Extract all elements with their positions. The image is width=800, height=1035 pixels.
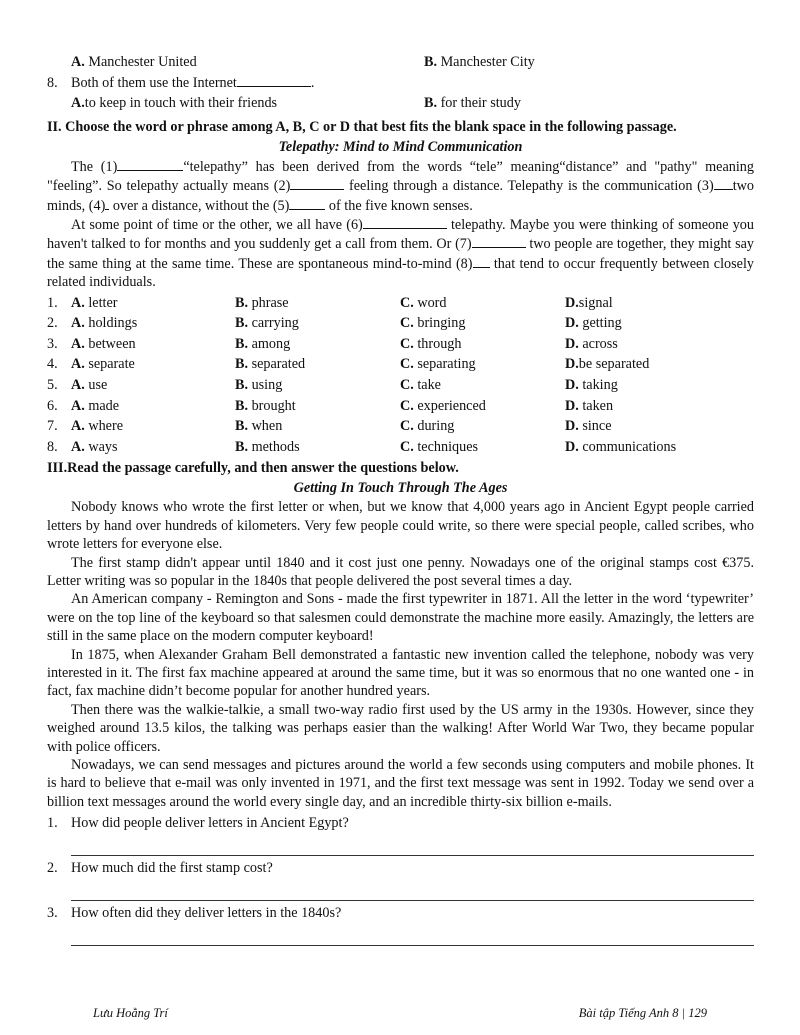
question: 2. How much did the first stamp cost? — [47, 860, 273, 877]
option-b: B. Manchester City — [424, 54, 535, 70]
option-c: C. bringing — [400, 315, 466, 332]
option-number: 7. — [47, 418, 58, 435]
author: Lưu Hoằng Trí — [93, 1006, 168, 1020]
option-a: A. use — [71, 377, 108, 393]
answer-line[interactable] — [71, 833, 754, 856]
blank-7 — [472, 234, 526, 248]
options-table — [47, 293, 754, 458]
option-row — [47, 437, 754, 458]
option-row — [47, 375, 754, 396]
option-c: C. during — [400, 418, 455, 435]
option-row — [47, 396, 754, 417]
option-b: B. phrase — [235, 294, 289, 311]
reading-passage — [47, 498, 754, 811]
book-page-number: Bài tập Tiếng Anh 8 | 129 — [578, 1006, 707, 1020]
question: 1. How did people deliver letters in Ancient Egypt? — [47, 815, 349, 832]
section-3-heading: III.Read the passage carefully, and then answer the questions below. — [47, 460, 459, 477]
option-b: B. carrying — [235, 315, 299, 332]
blank-5 — [289, 196, 325, 210]
answer-line[interactable] — [71, 923, 754, 946]
blank-2 — [290, 176, 344, 190]
option-a: A.to keep in touch with their friends — [71, 95, 278, 112]
option-b: B. for their study — [424, 95, 521, 112]
option-number: 1. — [47, 294, 58, 311]
option-a: A. where — [71, 418, 124, 435]
passage-title: Telepathy: Mind to Mind Communication — [278, 138, 523, 155]
option-a: A. between — [71, 335, 136, 352]
answer-line[interactable] — [71, 878, 754, 901]
option-d: D. since — [565, 418, 612, 435]
questions-list — [47, 813, 754, 946]
option-number: 3. — [47, 335, 58, 352]
option-a: A. made — [71, 397, 120, 414]
passage-title: Getting In Touch Through The Ages — [293, 480, 508, 497]
reading-paragraph: The first stamp didn't appear until 1840 and it cost just one penny. Nowadays one of the original stamps cost €375. Letter writing was so popular in the 1840s that people delivered the post several times a day. — [47, 554, 754, 589]
option-a: A. letter — [71, 294, 118, 311]
option-b: B. brought — [235, 397, 296, 414]
option-c: C. take — [400, 377, 441, 393]
option-d: D.be separated — [565, 356, 650, 373]
option-c: C. techniques — [400, 438, 479, 455]
question: 3. How often did they deliver letters in the 1840s? — [47, 905, 342, 922]
option-row — [47, 293, 754, 314]
option-d: D. across — [565, 335, 618, 352]
option-number: 2. — [47, 315, 58, 332]
option-c: C. through — [400, 335, 462, 352]
option-a: A. holdings — [71, 315, 138, 332]
option-a: A. ways — [71, 438, 118, 455]
answer-blank — [237, 73, 311, 87]
option-b: B. using — [235, 377, 283, 393]
option-row — [47, 354, 754, 375]
option-number: 6. — [47, 397, 58, 414]
option-c: C. word — [400, 294, 447, 311]
option-d: D.signal — [565, 294, 613, 311]
option-number: 5. — [47, 377, 58, 393]
option-d: D. communications — [565, 438, 677, 455]
reading-paragraph: An American company - Remington and Sons - made the first typewriter in 1871. All the letter in the word ‘typewriter’ were on the top line of the keyboard so that salesmen could demonstrate the machine more easily. Amazingly, the letters are still in the same place on the modern computer keyboard! — [47, 591, 754, 645]
option-row — [47, 313, 754, 334]
passage-paragraph: At some point of time or the other, we all have (6) telepathy. Maybe you were thinking of someone you haven't talked to for months and you suddenly get a call from them. Or (7) two people are together, they might say the same thing at the same time. These are spontaneous mind-to-mind (8) that tend to occur frequently between closely related individuals. — [47, 217, 754, 291]
option-c: C. experienced — [400, 397, 486, 414]
option-row — [47, 416, 754, 437]
option-a: A. Manchester United — [71, 54, 197, 70]
option-number: 4. — [47, 356, 58, 373]
option-b: B. methods — [235, 438, 300, 455]
passage-paragraph: The (1) “telepathy” has been derived from the words “tele” meaning“distance” and "pathy" meaning "feeling”. So telepathy actually means (2) feeling through a distance. Telepathy is the communication (3) two minds, (4) over a distance, without the (5) of the five known senses. — [47, 158, 755, 214]
reading-paragraph: Nobody knows who wrote the first letter or when, but we know that 4,000 years ago in Ancient Egypt people carried letters by hand over hundreds of kilometers. Very few people could write, so there were special people, called scribes, who wrote letters for everyone else. — [47, 499, 754, 553]
option-row-q8 — [47, 93, 754, 114]
option-c: C. separating — [400, 356, 476, 373]
reading-paragraph: In 1875, when Alexander Graham Bell demonstrated a fantastic new invention called the telephone, nobody was very interested in it. The first fax machine appeared at around the same time, but it was so enormous that no one wanted one - in fact, fax machine didn’t become popular for another hundred years. — [47, 646, 754, 700]
blank-6 — [363, 215, 447, 229]
blank-3 — [714, 176, 733, 190]
reading-paragraph: Nowadays, we can send messages and pictures around the world a few seconds using computers and mobile phones. It is hard to believe that e-mail was only invented in 1971, and the first text message was sent in 1992. Today we send over a billion text messages around the world every single day, and an incredible thirty-six billion e-mails. — [47, 757, 754, 810]
option-d: D. taken — [565, 397, 614, 414]
blank-8 — [473, 254, 490, 268]
option-number: 8. — [47, 438, 58, 455]
page-footer — [93, 1006, 707, 1021]
question-8: 8. Both of them use the Internet . — [47, 74, 315, 91]
reading-paragraph: Then there was the walkie-talkie, a small two-way radio first used by the US army in the 1930s. However, since they weighed around 13.5 kilos, the talking was perhaps easier than the walking! After World War Two, they became popular with police officers. — [47, 701, 754, 755]
blank-1 — [117, 157, 183, 171]
option-d: D. taking — [565, 377, 618, 393]
option-d: D. getting — [565, 315, 622, 332]
worksheet-page — [47, 52, 754, 946]
option-row — [47, 334, 754, 355]
option-b: B. when — [235, 418, 283, 435]
option-b: B. among — [235, 335, 291, 352]
option-a: A. separate — [71, 356, 135, 373]
option-b: B. separated — [235, 356, 306, 373]
section-2-heading: II. Choose the word or phrase among A, B, C or D that best fits the blank space in the following passage. — [47, 118, 677, 135]
option-row-q7 — [47, 52, 754, 73]
